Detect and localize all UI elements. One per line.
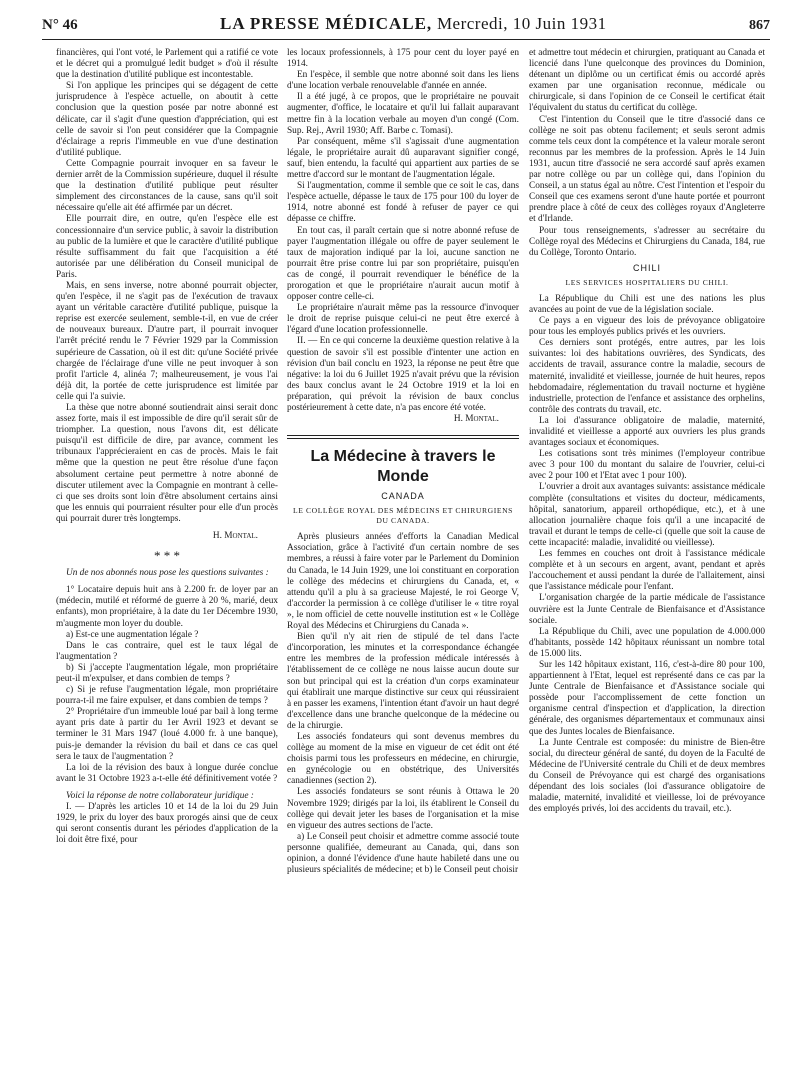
- paragraph: Sur les 142 hôpitaux existant, 116, c'est-à-dire 80 pour 100, appartiennent à l'Etat, lequel est représenté dans ce cas par la Junte Centrale de Bienfaisance et d'Assistance sociale qui possède pour l'accomplissement de cette fonction un organisme central d'inspection et d'application, la direction générale, des organismes départementaux et communaux ainsi que des Juntes locales de Bienfaisance.: [529, 659, 765, 737]
- article-subtitle: LE COLLÈGE ROYAL DES MÉDECINS ET CHIRURGIENS DU CANADA.: [292, 506, 514, 526]
- paragraph: Cette Compagnie pourrait invoquer en sa faveur le dernier arrêt de la Commission supérieure, duquel il résulte que la destination d'utilité publique peut résulter simplement des circonstances de la cause, sans qu'il soit nécessaire qu'elle ait été affirmée par un décret.: [56, 158, 278, 214]
- paragraph: Pour tous renseignements, s'adresser au secrétaire du Collège royal des Médecins et Chirurgiens du Canada, 184, rue du Collège, Toronto Ontario.: [529, 225, 765, 258]
- paragraph: La République du Chili, avec une population de 4.000.000 d'habitants, possède 142 hôpitaux réunissant un nombre total de 15.000 lits.: [529, 626, 765, 659]
- article-subtitle: LES SERVICES HOSPITALIERS DU CHILI.: [565, 277, 729, 287]
- paragraph: Les cotisations sont très minimes (l'employeur contribue avec 3 pour 100 du montant du salaire de l'ouvrier, celui-ci avec 2 pour 100 et l'Etat avec 1 pour 100).: [529, 449, 765, 482]
- paragraph: Ces derniers sont protégés, entre autres, par les lois suivantes: loi des habitations ouvrières, des Syndicats, des accidents de travail, assurance contre la maladie, secours de maternité, invalidité et vieillesse, journée de huit heures, repos hebdomadaire, réglementation du travail nocturne et hygiène industrielle, protection de l'enfance et assistance des orphelins, contrôle des contrats du travail, etc.: [529, 338, 765, 415]
- paragraph: a) Le Conseil peut choisir et admettre comme associé toute personne qualifiée, demeurant au Canada, qui, dans son opinion, a donné l'évidence d'une haute habileté dans une ou plusieurs spécialités de médecine; et b) le Conseil peut choisir: [287, 831, 519, 876]
- question: 1° Locataire depuis huit ans à 2.200 fr. de loyer par an (médecin, mutilé et réformé de guerre à 20 %, marié, deux enfants), mon propriétaire, à la date du 1er Décembre 1930, m'augmente mon loyer du double.: [56, 585, 278, 629]
- answer: I. — D'après les articles 10 et 14 de la loi du 29 Juin 1929, le prix du loyer des baux prorogés ainsi que de ceux qui seront consentis durant les périodes d'application de la loi doit être fixé, pour: [56, 802, 278, 846]
- author-signature: H. Montal.: [212, 531, 258, 542]
- paragraph: La loi d'assurance obligatoire de maladie, maternité, invalidité et vieillesse a apporté aux ouvriers les plus grands avantages sociaux et économiques.: [529, 415, 765, 449]
- paragraph: Après plusieurs années d'efforts la Canadian Medical Association, grâce à l'activité d'un certain nombre de ses membres, a réussi à faire voter par le Parlement du Dominion du Canada, le 14 Juin 1929, une loi constituant en corporation le collège des médecins et chirurgiens du Canada, et, « attendu qu'il a plu à sa gracieuse Majesté, le roi George V, d'accorder la permission à ce collège d'utiliser le « titre royal », le nom officiel de cette nouvelle institution est « le Collège Royal des Médecins et Chirurgiens du Canada ».: [287, 532, 519, 632]
- country-heading: CHILI: [632, 262, 661, 273]
- answer-intro: Voici la réponse de notre collaborateur juridique :: [66, 790, 254, 801]
- paragraph: et admettre tout médecin et chirurgien, pratiquant au Canada et licencié dans l'une quelconque des provinces du Dominion, détenant un diplôme ou un certificat émis ou accordé après examen par une organisation reconnue, médicale ou chirurgicale, si dans l'opinion de ce Conseil le certificat était l'équivalent du status du certificat du collège.: [529, 48, 765, 114]
- paragraph: Si l'augmentation, comme il semble que ce soit le cas, dans l'espèce actuelle, dépasse le taux de 175 pour 100 du loyer de 1914, notre abonné est fondé à refuser de payer ce qui dépasse ce chiffre.: [287, 181, 519, 225]
- journal-name: LA PRESSE MÉDICALE,: [220, 14, 433, 33]
- paragraph: Ce pays a en vigueur des lois de prévoyance obligatoire pour tous les employés publics privés et les ouvriers.: [529, 316, 765, 338]
- page-number: 867: [748, 18, 770, 33]
- question: La loi de la révision des baux à longue durée conclue avant le 31 Octobre 1923 a-t-elle été définitivement votée ?: [56, 762, 278, 784]
- paragraph: Bien qu'il n'y ait rien de stipulé de tel dans l'acte d'incorporation, les minutes et la correspondance échangée entre les membres de la profession médicale intéressés à l'établissement de ce collège ne nous laisse aucun doute sur son but principal qui est la création d'un corps examinateur qui établirait une marque distinctive sur ceux qui réussiraient à en passer les examens, l'intention étant d'avoir un haut degré d'excellence dans une branche quelconque de la médecine ou de la chirurgie.: [287, 632, 519, 731]
- section-title: La Médecine à travers le Monde: [310, 448, 496, 486]
- column-left: [56, 48, 278, 846]
- paragraph: II. — En ce qui concerne la deuxième question relative à la question de savoir s'il est possible d'intenter une action en révision d'un bail conclu en 1923, la réponse ne peut être que négative: la loi du 6 Juillet 1925 n'avait prévu que la révision des baux conclus avant le 24 Octobre 1919 et la loi en préparation, qui prévoit la révision de baux conclus postérieurement à cette date, n'a pas encore été votée.: [287, 336, 519, 413]
- question: 2° Propriétaire d'un immeuble loué par bail à long terme ayant pris date à partir du 1er Avril 1923 et devant se terminer le 31 Mars 1947 (loué 4.000 fr. à une banque), puis-je demander la révision du bail et dans ce cas quel sera le taux de l'augmentation ?: [56, 707, 278, 762]
- paragraph: Mais, en sens inverse, notre abonné pourrait objecter, qu'en l'espèce, il ne s'agit pas de l'exécution de travaux ayant un véritable caractère d'utilité publique, puisque la reprise est exercée seulement, semble-t-il, en vue de créer de nouveaux bureaux. D'autre part, il pourrait invoquer l'arrêt précité rendu le 7 Février 1929 par la Commission supérieure de Cassation, où il est dit: qu'une Société privée chargée de l'éclairage d'une ville ne peut invoquer à son profit l'article 4, alinéa 7; malheureusement, je vous l'ai déjà dit, la portée de cette jurisprudence est limitée par celle qui l'a suivie.: [56, 280, 278, 402]
- paragraph: L'ouvrier a droit aux avantages suivants: assistance médicale complète (consultations et visites du docteur, médicaments, hôpital, sanatorium, appareil orthopédique, etc.), et à une allocation journalière chaque fois qu'il a une incapacité de travail et durant le temps de celle-ci (quelle que soit la cause de cette incapacité: maladie, invalidité ou vieillesse).: [529, 482, 766, 548]
- author-signature: H. Montal.: [453, 414, 499, 425]
- issue-date: Mercredi, 10 Juin 1931: [436, 14, 607, 33]
- paragraph: C'est l'intention du Conseil que le titre d'associé dans ce collège ne soit pas obtenu facilement; et seuls seront admis comme tels ceux dont la compétence et la valeur morale seront reconnus par les membres de la profession. Après le 14 Juin 1931, aucun titre d'associé ne sera accordé sauf après examen par notre collège ou par un collège qui, dans l'opinion du Conseil, a un status égal au nôtre. C'est l'intention et l'espoir du Conseil que ces examens seront d'une haute portée et pourront prendre place à côté de ceux des collèges royaux d'Angleterre et d'Irlande.: [529, 114, 765, 225]
- issue-number: N° 46: [42, 17, 78, 33]
- paragraph: Elle pourrait dire, en outre, qu'en l'espèce elle est concessionnaire d'un service public, à savoir la distribution au public de la lumière et que le caractère d'utilité publique résulte suffisamment du fait que l'acquisition a été autorisée par une délibération du Conseil municipal de Paris.: [56, 214, 278, 280]
- paragraph: Par conséquent, même s'il s'agissait d'une augmentation légale, le propriétaire aurait dû auparavant signifier congé, sauf, bien entendu, la faculté qui appartient aux parties de se mettre d'accord sur le montant de l'augmentation légale.: [287, 136, 519, 181]
- section-divider: [287, 435, 519, 436]
- paragraph: La thèse que notre abonné soutiendrait ainsi serait donc assez forte, mais il est impossible de dire qu'il serait sûr de triompher. La question, nous l'avons dit, est délicate puisqu'il est difficile de dire, par avance, comment les tribunaux l'apprécieraient en cas de procès. Mais le fait même que la question ne peut être résolue d'une façon absolument certaine peut permettre à notre abonné de discuter utilement avec la Compagnie en montrant à celle-ci que ses droits sont loin d'être absolument certains ainsi que les ennuis qui pourraient résulter pour elle d'un procès qui pourrait durer très longtemps.: [56, 403, 278, 524]
- paragraph: Les femmes en couches ont droit à l'assistance médicale complète et à un secours en argent, avant, pendant et après l'accouchement et aussi pendant la durée de l'allaitement, ainsi que l'assistance médicale pour l'enfant.: [529, 549, 765, 593]
- paragraph: La République du Chili est une des nations les plus avancées au point de vue de la législation sociale.: [529, 293, 765, 315]
- question-intro: Un de nos abonnés nous pose les questions suivantes :: [66, 568, 269, 579]
- section-separator-stars: * * *: [154, 548, 180, 564]
- paragraph: Le propriétaire n'aurait même pas la ressource d'invoquer le droit de reprise puisque celui-ci ne peut être exercé à l'égard d'une location professionnelle.: [287, 303, 519, 336]
- paragraph: L'organisation chargée de la partie médicale de l'assistance ouvrière est la Junte Centrale de Bienfaisance et d'Assistance sociale.: [529, 593, 765, 626]
- question: a) Est-ce une augmentation légale ?: [66, 629, 199, 640]
- column-right: [529, 48, 765, 815]
- paragraph: En l'espèce, il semble que notre abonné soit dans les liens d'une location verbale renouvelable d'année en année.: [287, 70, 519, 92]
- paragraph: Les associés fondateurs se sont réunis à Ottawa le 20 Novembre 1929; dirigés par la loi, ils établirent le Conseil du collège qui devait jeter les bases de l'organisation et la mise en vigueur des autres sections de l'acte.: [287, 787, 519, 831]
- country-heading: CANADA: [381, 491, 425, 502]
- paragraph: financières, qui l'ont voté, le Parlement qui a ratifié ce vote et le décret qui a promulgué ledit budget » d'où il résulte que la destination d'utilité publique est incontestable.: [56, 48, 278, 81]
- section-divider: [287, 438, 519, 439]
- column-middle: [287, 48, 519, 876]
- question: c) Si je refuse l'augmentation légale, mon propriétaire pourra-t-il me faire expulser, et dans combien de temps ?: [56, 685, 278, 707]
- paragraph: En tout cas, il paraît certain que si notre abonné refuse de payer l'augmentation illégale ou offre de payer seulement le taux de majoration indiqué par la loi, aucune sanction ne pourrait être prise contre lui par son propriétaire, puisqu'en cas de congé, il pourrait revendiquer le bénéfice de la prorogation et que le propriétaire n'aurait aucun motif à opposer contre celle-ci.: [287, 225, 519, 303]
- paragraph: La Junte Centrale est composée: du ministre de Bien-être social, du directeur général de santé, du doyen de la Faculté de Médecine de l'Université centrale du Chili et de deux membres du Conseil de Prévoyance qui est chargé des organisations dépendant des lois sociales (loi d'assurance obligatoire de maladie, maternité, invalidité et vieillesse, loi de prévoyance des employés privés, loi des accidents du travail, etc.).: [529, 737, 765, 815]
- paragraph: Si l'on applique les principes qui se dégagent de cette jurisprudence à l'espèce actuelle, on aboutit à cette conclusion que la question posée par notre abonné est délicate, car il s'agit d'une question d'appréciation, qui est celle de savoir si l'on peut considérer que la Compagnie d'éclairage a repris l'immeuble en vue d'une destination d'utilité publique.: [56, 81, 278, 158]
- page-header: [42, 14, 770, 40]
- paragraph: Les associés fondateurs qui sont devenus membres du collège au moment de la mise en vigueur de cet édit ont été choisis parmi tous les professeurs en médecine, en chirurgie, en gynécologie ou en obstétrique, des Universités canadiennes (section 2).: [287, 731, 519, 787]
- question: Dans le cas contraire, quel est le taux légal de l'augmentation ?: [56, 640, 278, 662]
- journal-masthead: [220, 14, 607, 34]
- paragraph: Il a été jugé, à ce propos, que le propriétaire ne pouvait augmenter, d'office, le locataire et qu'il lui fallait auparavant mettre fin à la location verbale au moyen d'un congé (Com. Sup. Rej., Avril 1930; Aff. Barbe c. Tomasi).: [287, 92, 519, 136]
- paragraph: les locaux professionnels, à 175 pour cent du loyer payé en 1914.: [287, 48, 519, 70]
- question: b) Si j'accepte l'augmentation légale, mon propriétaire peut-il m'expulser, et dans combien de temps ?: [56, 662, 278, 684]
